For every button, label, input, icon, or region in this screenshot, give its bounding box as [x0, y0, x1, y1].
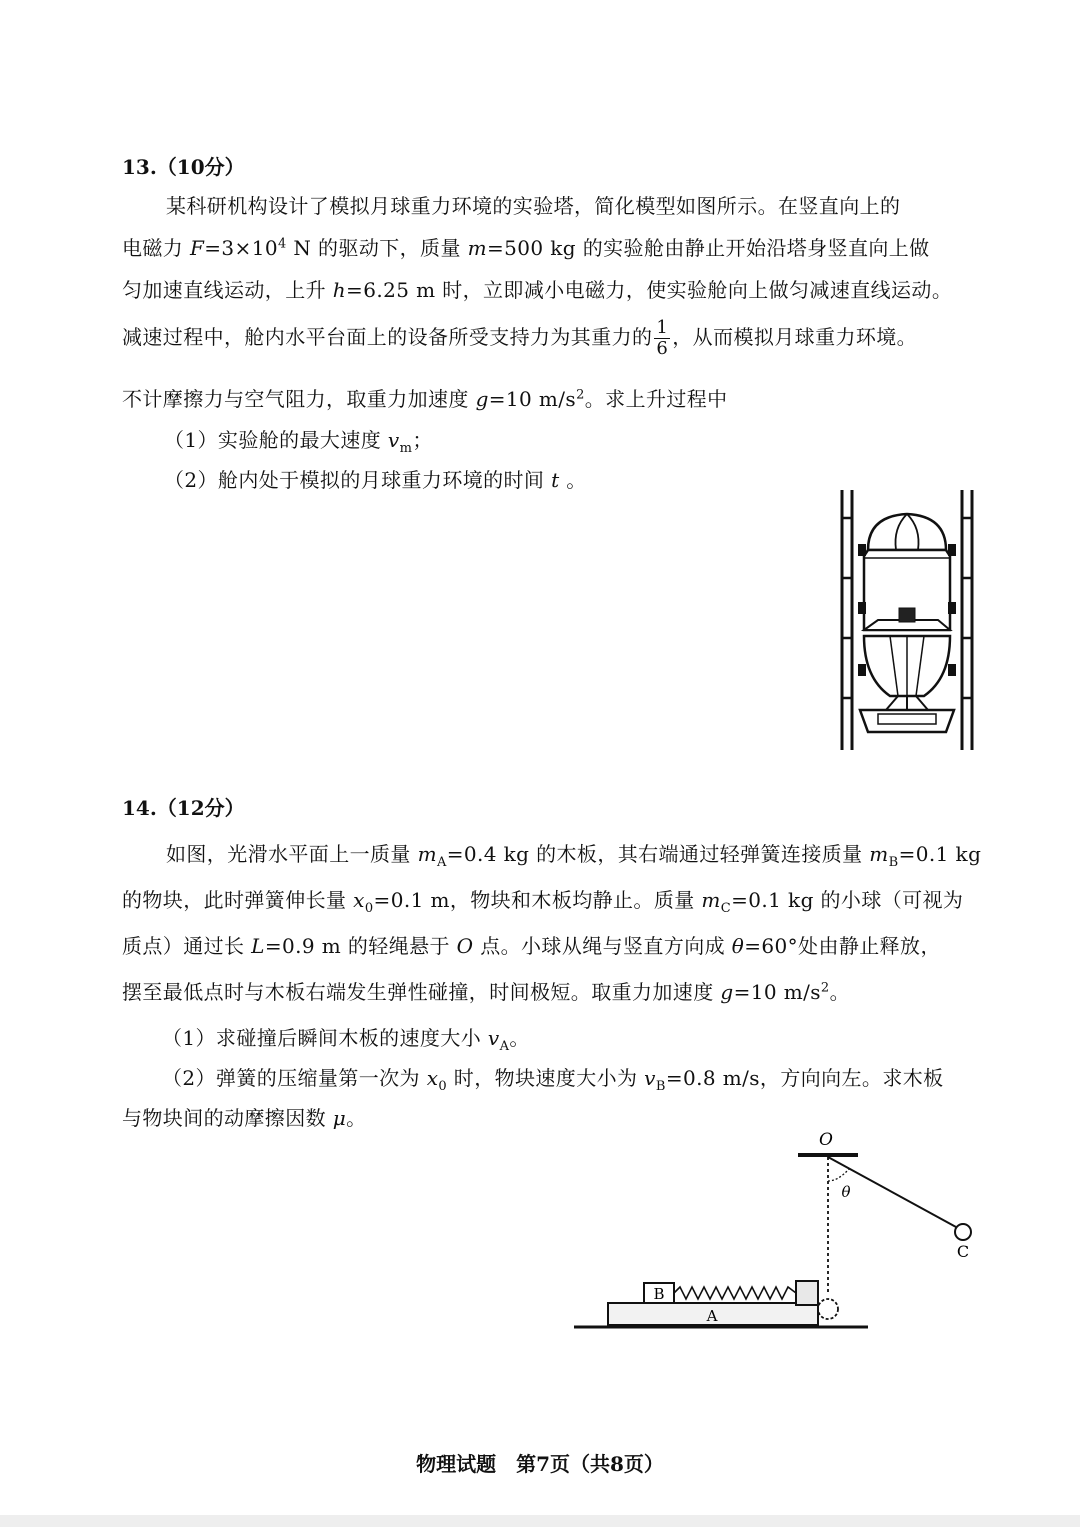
q14-l2-mC: m: [701, 888, 721, 912]
q13-part2: [164, 464, 587, 493]
q14-p2-b: 时，物块速度大小为: [447, 1066, 645, 1090]
q13-p1-a: （1）实验舱的最大速度: [164, 428, 388, 452]
guide-block-left-top: [858, 544, 866, 556]
guide-block-right-low: [948, 664, 956, 676]
q13-p2-b: 。: [559, 468, 587, 492]
q13-l5-exp: 2: [576, 387, 585, 403]
q14-l1-mA: m: [417, 842, 437, 866]
q14-l3-L: L: [251, 934, 265, 958]
q14-line4: [122, 976, 850, 1005]
q14-l3-O: O: [456, 934, 474, 958]
q14-part2-cont: [122, 1102, 367, 1131]
q13-p2-a: （2）舱内处于模拟的月球重力环境的时间: [164, 468, 552, 492]
q13-l5-b: =10 m/s: [488, 387, 577, 411]
label-theta: θ: [841, 1183, 851, 1201]
q14-l2-x: x: [353, 888, 365, 912]
q14-l3-a: 质点）通过长: [122, 934, 252, 958]
ball-lowest-position: [818, 1299, 838, 1319]
label-A: A: [706, 1307, 718, 1325]
q13-l4-b: ，从而模拟月球重力环境。: [672, 324, 918, 349]
q13-p1-b: ；: [412, 428, 433, 452]
q14-l2-a: 的物块，此时弹簧伸长量: [122, 888, 354, 912]
q13-l2-b: =3×10: [204, 236, 278, 260]
q14-l3-d: =60°处由静止释放，: [744, 934, 941, 958]
label-O: O: [819, 1130, 833, 1150]
q13-heading: [122, 151, 245, 180]
q13-l4-a: 减速过程中，舱内水平台面上的设备所受支持力为其重力的: [122, 324, 653, 349]
board-end-stop: [796, 1281, 818, 1305]
q13-l3-h: h: [332, 278, 347, 302]
guide-block-left-mid: [858, 602, 866, 614]
q14-line3: [122, 930, 941, 959]
q13-p1-v: v: [387, 428, 400, 452]
ball-C: [955, 1224, 971, 1240]
q13-line4: [122, 318, 917, 359]
device-block: [899, 608, 915, 622]
guide-block-right-top: [948, 544, 956, 556]
q13-part1: [164, 424, 433, 456]
q14-l3-b: =0.9 m 的轻绳悬于: [264, 934, 457, 958]
q14-p1-a: （1）求碰撞后瞬间木板的速度大小: [162, 1026, 488, 1050]
q13-l5-a: 不计摩擦力与空气阻力，取重力加速度: [122, 387, 476, 411]
q13-line1: [166, 190, 900, 219]
q14-p3-a: 与物块间的动摩擦因数: [122, 1106, 333, 1130]
q13-l2-a: 电磁力: [122, 236, 190, 260]
q13-l5-g: g: [475, 387, 489, 411]
guide-block-right-mid: [948, 602, 956, 614]
q14-score: （12分）: [156, 796, 245, 820]
q13-l2-d: =500 kg 的实验舱由静止开始沿塔身竖直向上做: [486, 236, 930, 260]
q14-part1: [162, 1022, 530, 1054]
q14-l2-mC-sub: C: [720, 901, 732, 916]
tower-cabin-figure: [838, 488, 978, 753]
q14-l2-c: =0.1 kg 的小球（可视为: [731, 888, 964, 912]
fraction-numerator: 1: [656, 317, 669, 338]
q14-heading: [122, 792, 245, 821]
angle-arc: [828, 1169, 849, 1181]
q14-l1-a: 如图，光滑水平面上一质量: [166, 842, 418, 866]
q14-l2-x-sub: 0: [364, 901, 374, 916]
page-footer: 物理试题 第7页（共8页）: [416, 1452, 664, 1476]
q14-l2-b: =0.1 m，物块和木板均静止。质量: [373, 888, 702, 912]
q14-l4-a: 摆至最低点时与木板右端发生弹性碰撞，时间极短。取重力加速度: [122, 980, 721, 1004]
q14-l1-c: =0.1 kg: [898, 842, 982, 866]
q14-p2-x: x: [426, 1066, 439, 1090]
q14-p1-sub: A: [499, 1039, 510, 1054]
q14-l4-c: 。: [829, 980, 850, 1004]
q13-l2-c: N 的驱动下，质量: [286, 236, 468, 260]
q13-l2-F: F: [189, 236, 205, 260]
q13-p2-t: t: [551, 468, 560, 492]
q14-l3-c: 点。小球从绳与竖直方向成: [473, 934, 732, 958]
q14-l1-mA-sub: A: [436, 855, 447, 870]
scan-edge: [0, 1515, 1080, 1527]
q13-l3-a: 匀加速直线运动，上升: [122, 278, 333, 302]
label-B: B: [653, 1285, 665, 1303]
q14-p2-a: （2）弹簧的压缩量第一次为: [162, 1066, 427, 1090]
q14-p3-b: 。: [346, 1106, 367, 1130]
q14-l4-g: g: [720, 980, 734, 1004]
q14-p2-v: v: [644, 1066, 656, 1090]
spring: [674, 1287, 796, 1299]
q13-number: 13.: [122, 155, 157, 179]
fraction-denominator: 6: [656, 337, 669, 359]
q13-l2-exp: 4: [277, 236, 287, 252]
q13-line3: [122, 274, 952, 303]
q14-l1-mB: m: [869, 842, 889, 866]
q14-p2-c: =0.8 m/s，方向向左。求木板: [665, 1066, 944, 1090]
q14-l4-exp: 2: [820, 980, 830, 996]
q13-line2: [122, 232, 930, 261]
guide-block-left-low: [858, 664, 866, 676]
q13-l2-m: m: [467, 236, 487, 260]
q14-part2: [162, 1062, 944, 1094]
q13-line5: [122, 383, 728, 412]
q14-p2-x-sub: 0: [438, 1079, 448, 1094]
cabin-dome: [868, 514, 946, 550]
q13-l5-c: 。求上升过程中: [584, 387, 728, 411]
q14-line2: [122, 884, 963, 916]
q14-l1-b: =0.4 kg 的木板，其右端通过轻弹簧连接质量: [446, 842, 870, 866]
pendulum-board-figure: [570, 1125, 990, 1340]
q14-l1-mB-sub: B: [888, 855, 899, 870]
q14-p1-v: v: [487, 1026, 500, 1050]
q14-l3-theta: θ: [731, 934, 745, 958]
q14-number: 14.: [122, 796, 157, 820]
fraction-one-sixth: [654, 318, 670, 359]
q14-p1-b: 。: [509, 1026, 530, 1050]
q13-line1-text: 某科研机构设计了模拟月球重力环境的实验塔，简化模型如图所示。在竖直向上的: [166, 194, 901, 218]
label-C: C: [956, 1242, 970, 1261]
q14-line1: [166, 838, 981, 870]
q13-l3-b: =6.25 m 时，立即减小电磁力，使实验舱向上做匀减速直线运动。: [346, 278, 953, 302]
q13-score: （10分）: [156, 155, 245, 179]
q14-p3-mu: μ: [332, 1106, 347, 1130]
q14-p2-v-sub: B: [655, 1079, 666, 1094]
q14-l4-b: =10 m/s: [733, 980, 821, 1004]
q13-p1-sub: m: [399, 441, 413, 456]
